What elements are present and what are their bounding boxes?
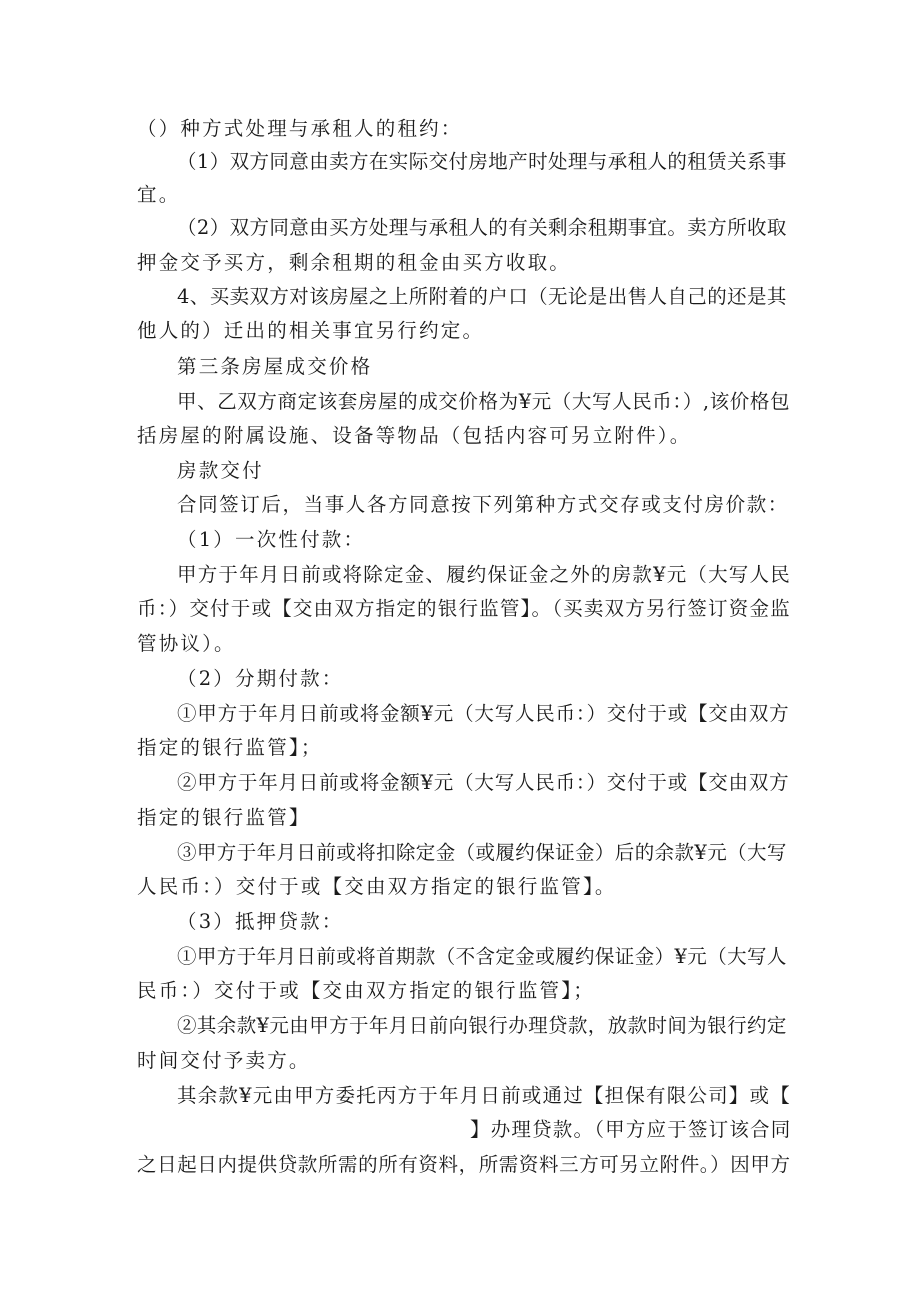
section-heading: 房款交付 <box>177 459 264 482</box>
text-line: 指定的银行监管】 <box>137 806 311 829</box>
text-line: ①甲方于年月日前或将金额¥元（大写人民币：）交付于或【交由双方 <box>177 702 790 725</box>
text-line: 他人的）迁出的相关事宜另行约定。 <box>137 319 485 342</box>
text-line: （1）双方同意由卖方在实际交付房地产时处理与承租人的租赁关系事 <box>177 150 787 173</box>
text-line: 押金交予买方，剩余租期的租金由买方收取。 <box>137 251 572 274</box>
text-line: （3）抵押贷款： <box>177 910 344 933</box>
text-line: 管协议）。 <box>137 632 236 655</box>
text-line: （2）双方同意由买方处理与承租人的有关剩余租期事宜。卖方所收取 <box>177 216 787 239</box>
text-line: 民币：）交付于或【交由双方指定的银行监管】； <box>137 979 595 1002</box>
text-line: 指定的银行监管】； <box>137 736 323 759</box>
text-line: 币：）交付于或【交由双方指定的银行监管】。（买卖双方另行签订资金监 <box>137 597 791 620</box>
section-heading: 第三条房屋成交价格 <box>177 355 373 378</box>
text-line: （1）一次性付款： <box>177 528 366 551</box>
text-line: ③甲方于年月日前或将扣除定金（或履约保证金）后的余款¥元（大写 <box>177 841 787 864</box>
text-line: ②甲方于年月日前或将金额¥元（大写人民币：）交付于或【交由双方 <box>177 771 790 794</box>
text-line: 括房屋的附属设施、设备等物品（包括内容可另立附件）。 <box>137 424 692 447</box>
text-line: 】办理贷款。（甲方应于签订该合同 <box>470 1118 792 1141</box>
text-line: ②其余款¥元由甲方于年月日前向银行办理贷款，放款时间为银行约定 <box>177 1014 787 1037</box>
text-line: 合同签订后，当事人各方同意按下列第种方式交存或支付房价款： <box>177 493 789 516</box>
text-line: 之日起日内提供贷款所需的所有资料，所需资料三方可另立附件。）因甲方 <box>137 1153 791 1176</box>
text-line: 其余款¥元由甲方委托丙方于年月日前或通过【担保有限公司】或【 <box>177 1084 791 1107</box>
text-line: （）种方式处理与承租人的租约： <box>137 117 463 140</box>
text-line: 宜。 <box>137 183 181 206</box>
text-line: 4、买卖双方对该房屋之上所附着的户口（无论是出售人自己的还是其 <box>177 285 787 308</box>
text-line: 甲、乙双方商定该套房屋的成交价格为¥元（大写人民币：）,该价格包 <box>177 390 791 413</box>
text-line: 人民币：）交付于或【交由双方指定的银行监管】。 <box>137 875 617 898</box>
text-line: ①甲方于年月日前或将首期款（不含定金或履约保证金）¥元（大写人 <box>177 945 787 968</box>
text-line: 甲方于年月日前或将除定金、履约保证金之外的房款¥元（大写人民 <box>177 563 791 586</box>
text-line: （2）分期付款： <box>177 667 344 690</box>
text-line: 时间交付予卖方。 <box>137 1049 311 1072</box>
